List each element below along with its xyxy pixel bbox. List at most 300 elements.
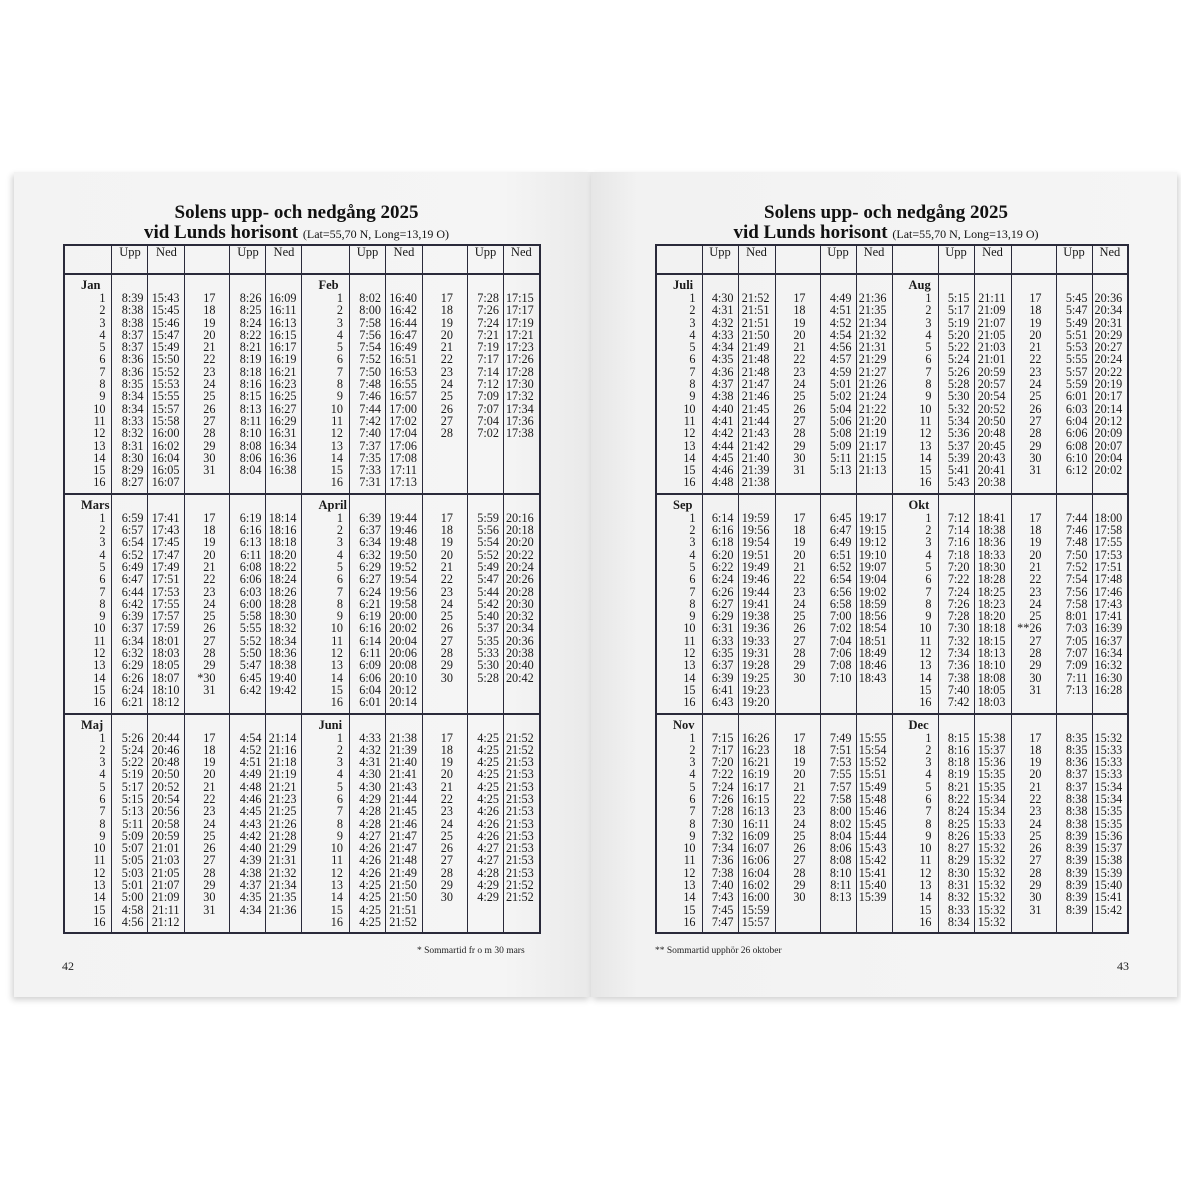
header-ned: Ned bbox=[503, 245, 539, 274]
table-cell: 18 bbox=[440, 742, 453, 757]
table-cell: 21:48 bbox=[741, 352, 770, 367]
sunset-column-lines bbox=[857, 715, 892, 908]
table-cell: 20:30 bbox=[505, 596, 534, 611]
table-cell: 11 bbox=[919, 633, 932, 648]
table-cell: 16:37 bbox=[1094, 633, 1123, 648]
table-cell: 20 bbox=[440, 767, 453, 782]
table-cell: 19 bbox=[793, 755, 806, 770]
month-spacer bbox=[705, 278, 736, 292]
table-cell: 8:36 bbox=[121, 352, 144, 367]
table-cell: 5 bbox=[925, 340, 932, 355]
table-cell: 6:39 bbox=[711, 670, 734, 685]
table-cell: 21:51 bbox=[741, 303, 770, 318]
day-column-lines bbox=[185, 495, 229, 700]
table-cell: 2 bbox=[689, 742, 696, 757]
table-cell: 8:37 bbox=[1065, 779, 1088, 794]
table-cell: 22 bbox=[793, 352, 806, 367]
table-cell: 5:33 bbox=[477, 646, 499, 661]
month-spacer bbox=[506, 278, 537, 292]
table-cell: 17:21 bbox=[505, 327, 534, 342]
sunrise-column bbox=[230, 274, 266, 494]
table-cell: 4:45 bbox=[711, 450, 734, 465]
table-cell: 19:36 bbox=[741, 621, 770, 636]
table-cell: 18 bbox=[1029, 742, 1042, 757]
table-cell: 5:30 bbox=[477, 658, 499, 673]
page-title: Solens upp- och nedgång 2025 bbox=[174, 202, 419, 223]
table-cell: 8:35 bbox=[121, 377, 144, 392]
table-cell: 21:32 bbox=[268, 865, 297, 880]
month-spacer bbox=[506, 498, 537, 512]
table-cell: 4:28 bbox=[477, 865, 499, 880]
table-cell: 6:51 bbox=[829, 547, 852, 562]
table-cell: 7:28 bbox=[947, 609, 970, 624]
table-cell: 6 bbox=[925, 352, 932, 367]
table-cell: 6:00 bbox=[239, 596, 262, 611]
table-cell: 21:47 bbox=[741, 377, 770, 392]
table-cell: 23 bbox=[203, 584, 216, 599]
day-column-lines bbox=[65, 715, 111, 933]
sunrise-column-lines bbox=[350, 715, 385, 933]
table-cell: 21:50 bbox=[389, 890, 417, 905]
table-cell: 15:55 bbox=[151, 389, 180, 404]
table-cell: 8:13 bbox=[239, 401, 262, 416]
table-cell: 5:37 bbox=[947, 438, 970, 453]
table-cell: 21:53 bbox=[505, 791, 534, 806]
sunrise-column bbox=[820, 714, 856, 934]
table-cell: 20:22 bbox=[1094, 364, 1123, 379]
table-cell: 8:30 bbox=[947, 865, 970, 880]
table-cell: 14 bbox=[93, 670, 106, 685]
table-cell: 4 bbox=[336, 327, 343, 342]
table-cell: 19:56 bbox=[389, 584, 417, 599]
sunrise-column bbox=[702, 714, 738, 934]
table-cell: 8:08 bbox=[829, 853, 852, 868]
table-cell: 17:34 bbox=[505, 401, 534, 416]
table-cell: 8:33 bbox=[121, 413, 144, 428]
table-cell: 1 bbox=[925, 510, 932, 525]
table-cell: 15:32 bbox=[977, 902, 1006, 917]
month-spacer bbox=[705, 718, 736, 732]
table-cell: 6:08 bbox=[239, 559, 262, 574]
table-cell: 7:16 bbox=[947, 535, 970, 550]
sunset-column-lines bbox=[739, 495, 775, 713]
table-cell: 29 bbox=[203, 658, 216, 673]
table-cell: 26 bbox=[203, 621, 216, 636]
table-cell: 8:29 bbox=[121, 463, 144, 478]
table-cell: 16:23 bbox=[268, 377, 297, 392]
table-cell: 7 bbox=[336, 364, 343, 379]
table-cell: 26 bbox=[440, 621, 453, 636]
table-cell: 16:47 bbox=[389, 327, 417, 342]
table-cell: 6:32 bbox=[359, 547, 381, 562]
table-cell: 21:47 bbox=[389, 841, 417, 856]
table-cell: 5 bbox=[336, 559, 343, 574]
table-cell: 5:28 bbox=[947, 377, 970, 392]
table-cell: 18:14 bbox=[268, 510, 297, 525]
table-cell: 6 bbox=[689, 791, 696, 806]
table-cell: 7 bbox=[689, 804, 696, 819]
footnote: ** Sommartid upphör 26 oktober bbox=[655, 946, 782, 956]
table-cell: 21:03 bbox=[977, 340, 1006, 355]
day-column-lines bbox=[776, 495, 820, 688]
table-cell: 18:07 bbox=[151, 670, 180, 685]
table-cell: 15 bbox=[683, 902, 696, 917]
table-cell: 17:15 bbox=[505, 291, 534, 305]
table-cell: 20:57 bbox=[977, 377, 1006, 392]
month-spacer bbox=[941, 498, 972, 512]
table-cell: 17 bbox=[1029, 510, 1042, 525]
table-cell: 11 bbox=[919, 853, 932, 868]
table-cell: 7:04 bbox=[477, 413, 499, 428]
table-cell: 8 bbox=[336, 596, 343, 611]
table-cell: 18:38 bbox=[977, 523, 1006, 538]
table-cell: 7:07 bbox=[477, 401, 499, 416]
sunset-column bbox=[738, 274, 775, 494]
month-spacer bbox=[114, 278, 145, 292]
table-cell: 8 bbox=[336, 377, 343, 392]
table-cell: 21:43 bbox=[389, 779, 417, 794]
table-cell: 5:40 bbox=[477, 609, 499, 624]
table-cell: 4:28 bbox=[359, 804, 381, 819]
table-cell: 21:48 bbox=[389, 853, 417, 868]
table-cell: 21:31 bbox=[268, 853, 297, 868]
sunset-column bbox=[503, 494, 539, 714]
table-cell: 4:58 bbox=[121, 902, 144, 917]
table-cell: 18 bbox=[793, 303, 806, 318]
day-column-lines bbox=[65, 275, 111, 493]
table-cell: 4:34 bbox=[239, 902, 262, 917]
table-cell: 21:07 bbox=[977, 315, 1006, 330]
table-cell: 30 bbox=[1029, 450, 1042, 465]
table-cell: 3 bbox=[99, 535, 106, 550]
month-spacer bbox=[425, 278, 465, 292]
table-cell: 23 bbox=[1029, 804, 1042, 819]
table-cell: 20:59 bbox=[977, 364, 1006, 379]
table-cell: 8:34 bbox=[121, 401, 144, 416]
table-cell: 21:43 bbox=[741, 426, 770, 441]
table-cell: 6 bbox=[689, 572, 696, 587]
table-cell: 17:26 bbox=[505, 352, 534, 367]
sunset-column bbox=[856, 274, 892, 494]
table-cell: 7:56 bbox=[1065, 584, 1088, 599]
header-blank bbox=[64, 245, 112, 274]
header-blank bbox=[302, 245, 349, 274]
page-number: 42 bbox=[62, 959, 74, 973]
table-cell: 14 bbox=[330, 450, 343, 465]
table-cell: 13 bbox=[919, 438, 932, 453]
table-cell: 22 bbox=[440, 791, 453, 806]
table-cell: 13 bbox=[683, 658, 696, 673]
table-cell: 4 bbox=[689, 547, 696, 562]
coordinates: (Lat=55,70 N, Long=13,19 O) bbox=[302, 227, 450, 241]
table-cell: 9 bbox=[336, 828, 343, 843]
table-cell: 8 bbox=[99, 596, 106, 611]
table-cell: 18:30 bbox=[268, 609, 297, 624]
table-cell: 11 bbox=[683, 413, 696, 428]
month-spacer bbox=[187, 718, 227, 732]
table-cell: 21:09 bbox=[977, 303, 1006, 318]
table-cell: 15:35 bbox=[1094, 816, 1123, 831]
table-cell: 18:05 bbox=[151, 658, 180, 673]
table-cell: 8:06 bbox=[239, 450, 262, 465]
sun-table bbox=[655, 244, 1129, 934]
table-cell: 16 bbox=[919, 695, 932, 710]
table-cell: 11 bbox=[331, 633, 343, 648]
table-cell: 30 bbox=[203, 890, 216, 905]
table-cell: 12 bbox=[93, 646, 106, 661]
table-cell: 6:09 bbox=[359, 658, 381, 673]
table-cell: 30 bbox=[793, 670, 806, 685]
table-cell: 7:32 bbox=[711, 828, 734, 843]
table-cell: 17 bbox=[1029, 730, 1042, 745]
table-cell: 8:16 bbox=[947, 742, 970, 757]
page-number: 43 bbox=[1117, 959, 1129, 973]
table-cell: 17:59 bbox=[151, 621, 180, 636]
table-cell: 6:20 bbox=[711, 547, 734, 562]
table-cell: 15 bbox=[93, 902, 106, 917]
sunset-column bbox=[738, 494, 775, 714]
month-name: Juli bbox=[673, 278, 694, 292]
table-cell: 19:20 bbox=[741, 695, 770, 710]
table-cell: 21 bbox=[440, 340, 453, 355]
table-cell: 7:24 bbox=[947, 584, 970, 599]
table-cell: 17:48 bbox=[1094, 572, 1123, 587]
table-cell: 1 bbox=[336, 510, 343, 525]
table-cell: 16:04 bbox=[741, 865, 770, 880]
table-cell: 6:58 bbox=[829, 596, 852, 611]
table-cell: 15:46 bbox=[151, 315, 180, 330]
day-column-lines bbox=[893, 275, 938, 493]
table-cell: 31 bbox=[1029, 682, 1042, 697]
day-column-lines bbox=[423, 495, 467, 688]
table-cell: 5:08 bbox=[829, 426, 852, 441]
table-cell: 15 bbox=[330, 682, 343, 697]
sunset-column bbox=[856, 494, 892, 714]
table-cell: 21:38 bbox=[389, 730, 417, 745]
table-cell: 21:21 bbox=[268, 779, 297, 794]
table-cell: 19 bbox=[1029, 535, 1042, 550]
table-cell: 5:47 bbox=[477, 572, 499, 587]
table-cell: 21:27 bbox=[858, 364, 887, 379]
table-cell: 7:48 bbox=[359, 377, 381, 392]
table-cell: 8:10 bbox=[829, 865, 852, 880]
table-cell: 16:28 bbox=[1094, 682, 1123, 697]
table-cell: 31 bbox=[203, 682, 216, 697]
table-cell: 6:34 bbox=[359, 535, 381, 550]
table-cell: 5:34 bbox=[947, 413, 970, 428]
table-cell: 7:06 bbox=[829, 646, 852, 661]
sunrise-column bbox=[467, 274, 503, 494]
table-cell: 16:31 bbox=[268, 426, 297, 441]
table-cell: 4:31 bbox=[711, 303, 734, 318]
table-cell: 8:37 bbox=[121, 340, 144, 355]
table-cell: 13 bbox=[330, 658, 343, 673]
sunset-column-lines bbox=[504, 715, 539, 908]
table-cell: 27 bbox=[203, 413, 216, 428]
table-cell: 20:29 bbox=[1094, 327, 1123, 342]
table-cell: 19:04 bbox=[858, 572, 887, 587]
table-cell: 21:48 bbox=[741, 364, 770, 379]
table-cell: 5:55 bbox=[239, 621, 262, 636]
table-cell: 19:17 bbox=[858, 510, 887, 525]
sunset-column bbox=[266, 494, 302, 714]
table-cell: 7:54 bbox=[1065, 572, 1088, 587]
sunset-column-lines bbox=[1093, 715, 1128, 920]
header-blank bbox=[185, 245, 230, 274]
table-cell: 24 bbox=[1029, 596, 1042, 611]
month-name: Maj bbox=[81, 717, 104, 732]
table-cell: 28 bbox=[1029, 426, 1042, 441]
sunrise-column-lines bbox=[468, 275, 503, 444]
month-spacer bbox=[187, 278, 227, 292]
table-cell: 5:52 bbox=[477, 547, 499, 562]
table-cell: 18:18 bbox=[268, 535, 297, 550]
table-cell: 16 bbox=[919, 914, 932, 929]
table-cell: 12 bbox=[683, 646, 696, 661]
table-cell: 20:52 bbox=[977, 401, 1006, 416]
month-spacer bbox=[232, 498, 263, 512]
table-cell: 8:21 bbox=[239, 340, 262, 355]
table-cell: 15:33 bbox=[1094, 767, 1123, 782]
table-cell: 4:28 bbox=[359, 816, 381, 831]
day-column-lines bbox=[1012, 275, 1056, 480]
table-cell: 7:53 bbox=[829, 755, 852, 770]
table-cell: 17:17 bbox=[505, 303, 534, 318]
day-column bbox=[656, 494, 702, 714]
table-cell: 15:52 bbox=[151, 364, 180, 379]
table-cell: 15:33 bbox=[977, 828, 1006, 843]
sunset-column-lines bbox=[857, 275, 892, 480]
sunrise-column bbox=[938, 494, 974, 714]
table-cell: 8:19 bbox=[947, 767, 970, 782]
table-cell: 18:08 bbox=[977, 670, 1006, 685]
table-cell: 23 bbox=[440, 804, 453, 819]
table-cell: 4:36 bbox=[711, 364, 734, 379]
table-cell: 2 bbox=[689, 303, 696, 318]
table-cell: 2 bbox=[925, 303, 932, 318]
table-cell: 16:23 bbox=[741, 742, 770, 757]
table-cell: 5:06 bbox=[829, 413, 852, 428]
table-cell: 16:15 bbox=[268, 327, 297, 342]
table-cell: 29 bbox=[203, 438, 216, 453]
table-cell: 31 bbox=[203, 463, 216, 478]
table-cell: 7:49 bbox=[829, 730, 852, 745]
header-upp: Upp bbox=[349, 245, 385, 274]
table-cell: 18:13 bbox=[977, 646, 1006, 661]
table-cell: 6:54 bbox=[121, 535, 144, 550]
table-cell: 6 bbox=[99, 352, 106, 367]
table-cell: 21:36 bbox=[268, 902, 297, 917]
table-cell: 6:34 bbox=[121, 633, 144, 648]
sunrise-column-lines bbox=[821, 715, 856, 908]
table-cell: 5:11 bbox=[830, 450, 852, 465]
table-cell: 5:43 bbox=[947, 475, 970, 490]
table-cell: 7:48 bbox=[1065, 535, 1088, 550]
table-cell: 4 bbox=[689, 327, 696, 342]
table-cell: 23 bbox=[793, 364, 806, 379]
sunset-column-lines bbox=[148, 495, 184, 713]
table-cell: 16:13 bbox=[268, 315, 297, 330]
table-cell: 26 bbox=[793, 401, 806, 416]
month-spacer bbox=[778, 718, 818, 732]
table-cell: 7 bbox=[925, 804, 932, 819]
table-cell: 7:04 bbox=[829, 633, 852, 648]
table-cell: 20:43 bbox=[977, 450, 1006, 465]
table-cell: 12 bbox=[919, 865, 932, 880]
table-cell: 4:35 bbox=[711, 352, 734, 367]
day-column-lines bbox=[185, 715, 229, 920]
month-spacer bbox=[705, 498, 736, 512]
header-blank bbox=[1011, 245, 1056, 274]
month-spacer bbox=[859, 278, 890, 292]
table-cell: 15:33 bbox=[1094, 742, 1123, 757]
table-cell: 4:42 bbox=[711, 426, 734, 441]
table-cell: 21:52 bbox=[505, 730, 534, 745]
table-cell: 17:11 bbox=[389, 463, 417, 478]
table-cell: 2 bbox=[689, 523, 696, 538]
table-cell: 11 bbox=[93, 853, 106, 868]
table-cell: 26 bbox=[203, 401, 216, 416]
table-cell: 20:59 bbox=[151, 828, 180, 843]
table-cell: 17:06 bbox=[389, 438, 417, 453]
table-cell: 6 bbox=[336, 791, 343, 806]
table-cell: 21:29 bbox=[268, 841, 297, 856]
table-cell: 6:45 bbox=[239, 670, 262, 685]
table-cell: 3 bbox=[925, 755, 932, 770]
table-cell: 6:04 bbox=[1065, 413, 1088, 428]
table-cell: 30 bbox=[440, 670, 453, 685]
table-cell: 7:40 bbox=[947, 682, 970, 697]
table-cell: 18 bbox=[440, 523, 453, 538]
table-cell: 16:49 bbox=[389, 340, 417, 355]
table-cell: 6:52 bbox=[121, 547, 144, 562]
table-cell: 8:39 bbox=[1065, 828, 1088, 843]
header-blank bbox=[892, 245, 938, 274]
table-cell: 18:46 bbox=[858, 658, 887, 673]
day-column bbox=[775, 714, 820, 934]
table-cell: 26 bbox=[203, 841, 216, 856]
table-cell: 2 bbox=[925, 523, 932, 538]
table-cell: 16 bbox=[330, 475, 343, 490]
month-spacer bbox=[859, 498, 890, 512]
table-cell: 15:32 bbox=[977, 890, 1006, 905]
day-column bbox=[892, 494, 938, 714]
table-cell: 7:26 bbox=[477, 303, 499, 318]
table-cell: 21:34 bbox=[268, 878, 297, 893]
table-cell: 5:01 bbox=[829, 377, 852, 392]
table-cell: 29 bbox=[1029, 438, 1042, 453]
table-cell: 16 bbox=[330, 914, 343, 929]
table-cell: 7:08 bbox=[829, 658, 852, 673]
table-cell: 21:05 bbox=[151, 865, 180, 880]
table-cell: 4:26 bbox=[359, 841, 381, 856]
table-cell: 11 bbox=[93, 413, 106, 428]
table-cell: 21:51 bbox=[389, 902, 417, 917]
table-cell: 7 bbox=[925, 364, 932, 379]
table-cell: 15:33 bbox=[977, 816, 1006, 831]
sunrise-column bbox=[820, 274, 856, 494]
table-cell: 11 bbox=[683, 633, 696, 648]
table-cell: 4:56 bbox=[829, 340, 852, 355]
sunset-column bbox=[974, 494, 1011, 714]
table-cell: 9 bbox=[99, 609, 106, 624]
table-cell: 18:59 bbox=[858, 596, 887, 611]
day-column-lines bbox=[1012, 495, 1056, 700]
table-cell: 16:17 bbox=[268, 340, 297, 355]
table-cell: 6:56 bbox=[829, 584, 852, 599]
table-cell: 7:58 bbox=[1065, 596, 1088, 611]
table-cell: 21:03 bbox=[151, 853, 180, 868]
